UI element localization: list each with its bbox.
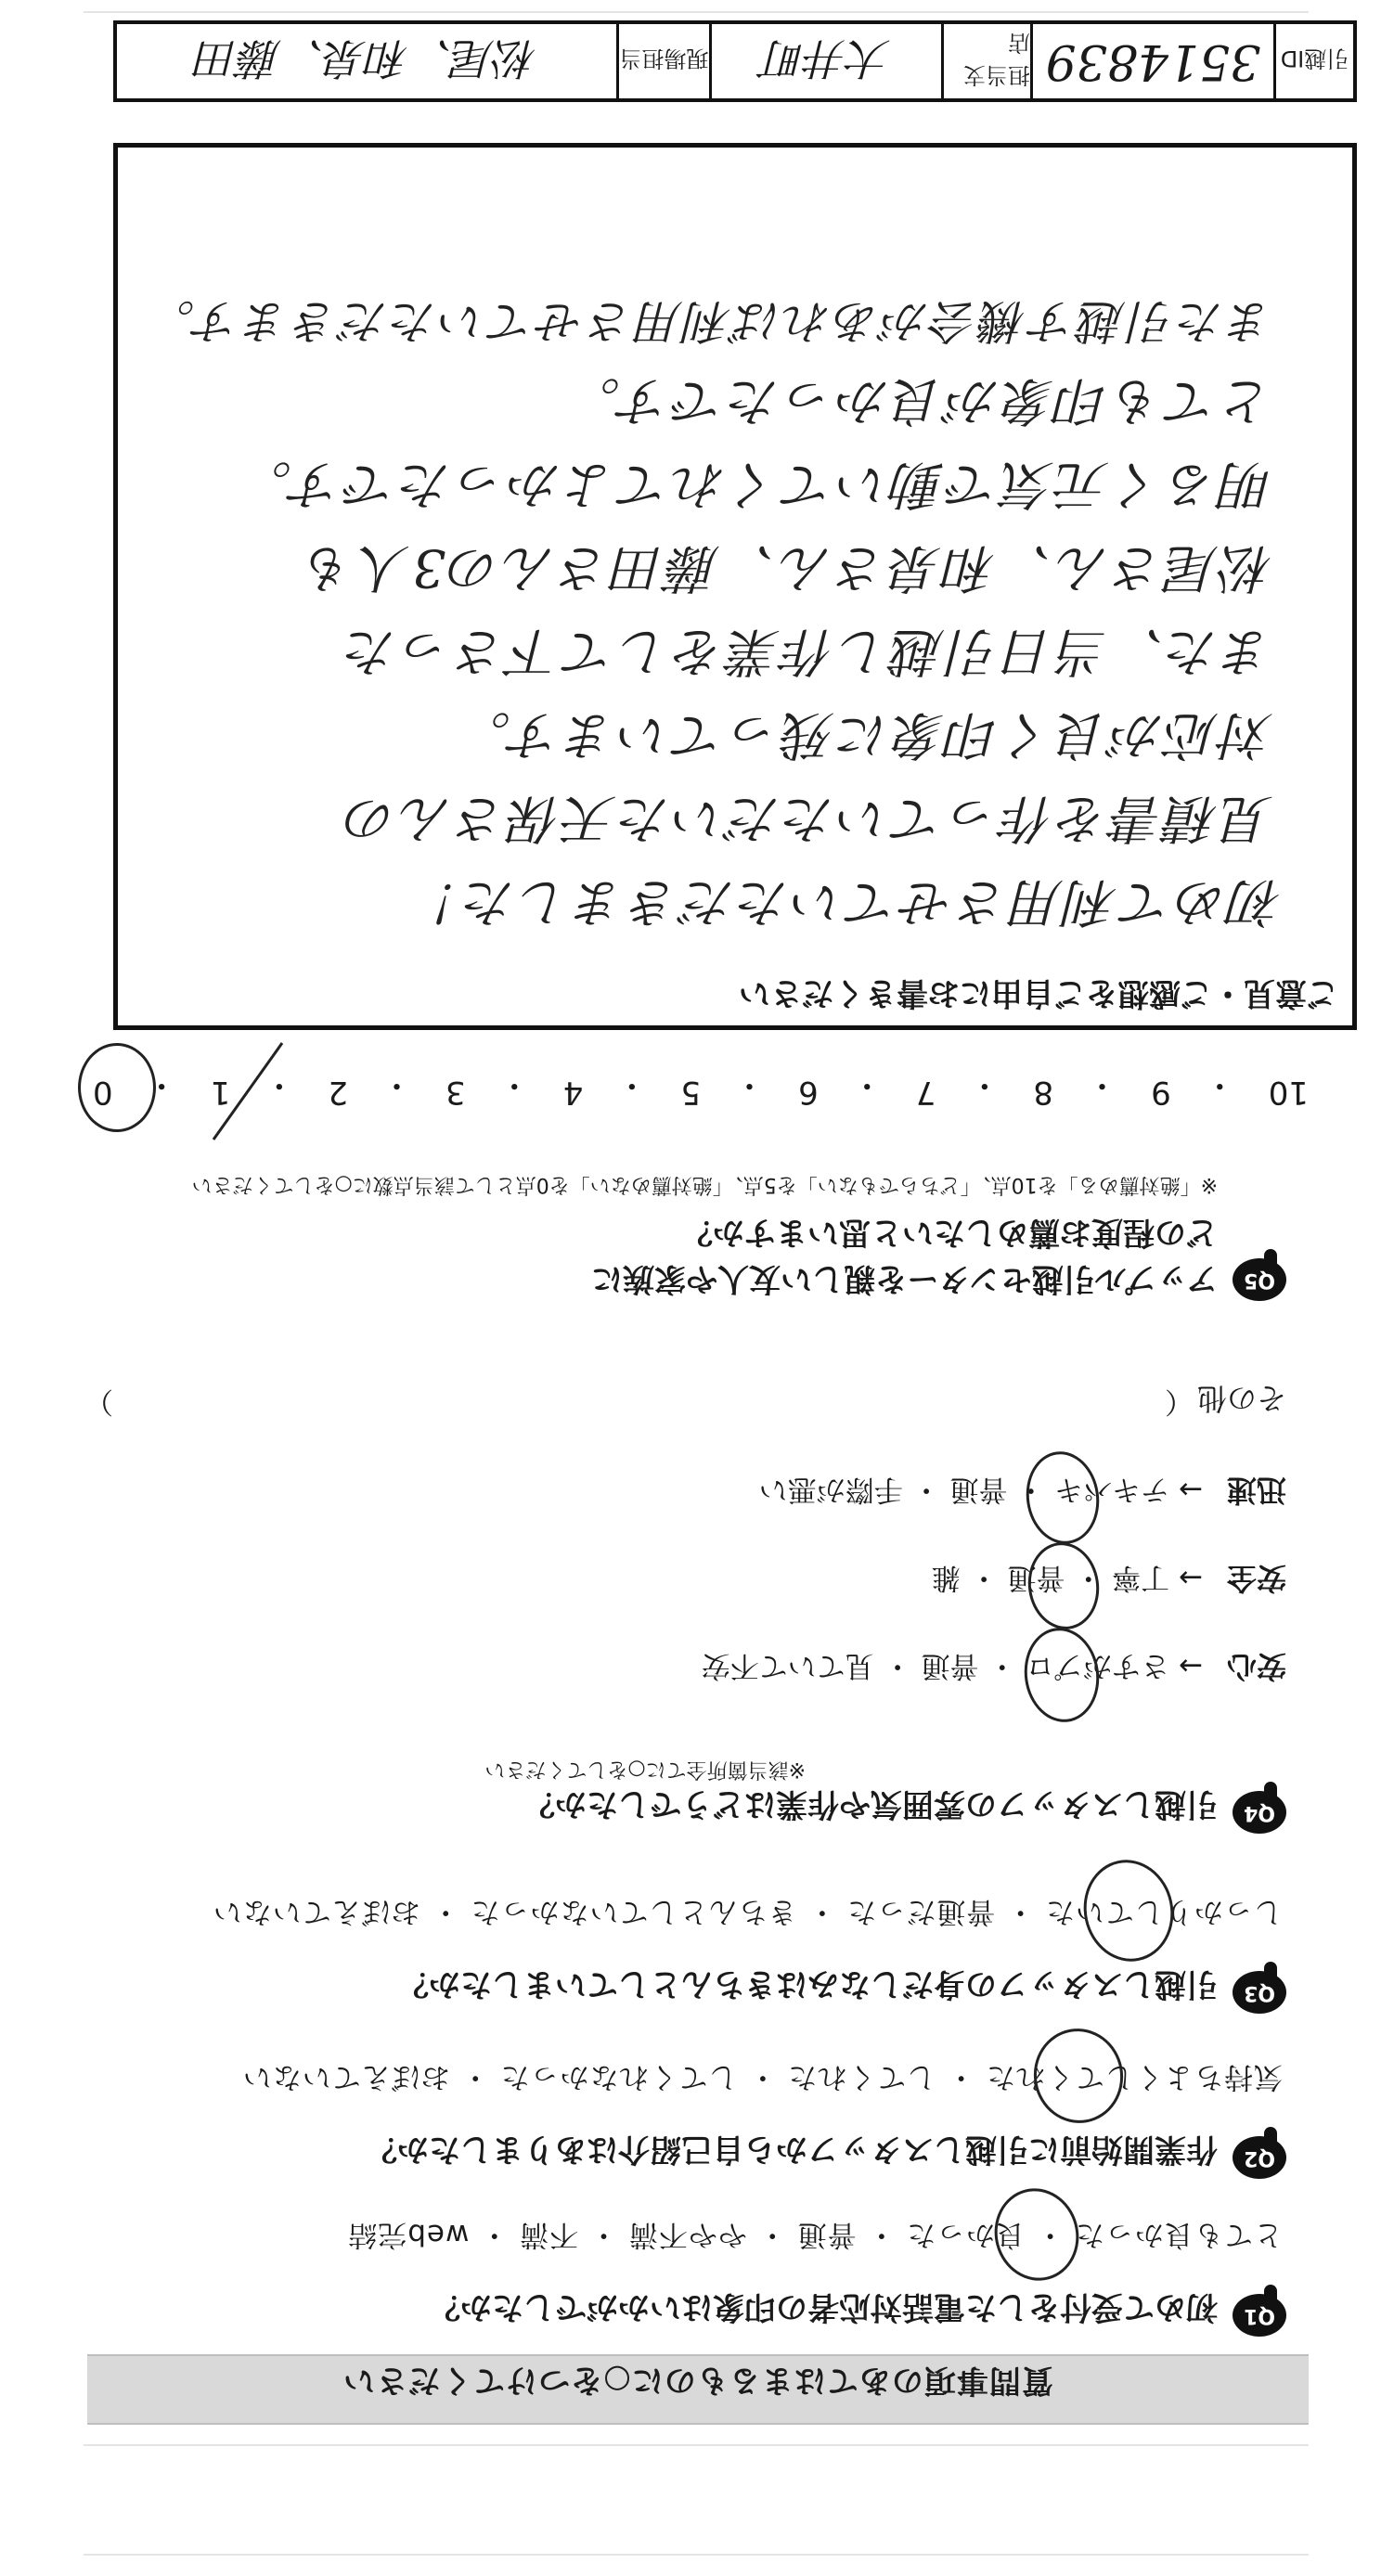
- q4-row-label-jinsoku: 迅速: [1226, 1473, 1286, 1508]
- q1-option[interactable]: やや不満: [627, 2218, 747, 2251]
- q5-score[interactable]: 6: [798, 1074, 819, 1111]
- q4-row-anzen: → 丁寧 ・ 普通 ・ 雑: [931, 1561, 1203, 1594]
- q2-options: 気持ちよくしてくれた ・ してくれた ・ してくれなかった ・ おぼえていない: [241, 2060, 1283, 2093]
- q4-text: 引越しスタッフの雰囲気や作業はどうでしたか？: [523, 1785, 1218, 1823]
- id-table: [113, 20, 1357, 102]
- q1-options: とても良かった ・ 良かった ・ 普通 ・ やや不満 ・ 不満 ・ web完結: [347, 2218, 1283, 2251]
- id-value: 3514839: [1045, 33, 1261, 89]
- q1-option[interactable]: web完結: [347, 2218, 470, 2251]
- q5-score[interactable]: 10: [1268, 1074, 1309, 1111]
- q5-score[interactable]: 2: [328, 1074, 348, 1111]
- q4-option[interactable]: 普通: [949, 1473, 1008, 1506]
- branch-value: 大井町: [762, 33, 891, 84]
- q4-option[interactable]: 手際が悪い: [758, 1473, 903, 1506]
- q5-score[interactable]: 9: [1151, 1074, 1171, 1111]
- q4-row-jinsoku: → テキパキ ・ 普通 ・ 手際が悪い: [758, 1473, 1203, 1506]
- q5-note: ※「絶対薦める」を10点、「どちらでもない」を5点、「絶対薦めない」を0点として該当点数に○をしてください: [191, 1173, 1218, 1196]
- comment-line: 初めて利用させていただきました！: [407, 871, 1283, 932]
- q4-option[interactable]: 雑: [931, 1561, 961, 1594]
- q4-row-label-anshin: 安心: [1226, 1649, 1286, 1684]
- staff-label: 現場担当: [619, 45, 709, 72]
- q5-score[interactable]: 7: [915, 1074, 936, 1111]
- q4-row-label-anzen: 安全: [1226, 1561, 1286, 1596]
- q4-option-selected[interactable]: 丁寧: [1112, 1561, 1170, 1594]
- id-label-cell: [1273, 24, 1353, 98]
- comment-line: 見積書を作っていただいた天保さんの: [342, 788, 1273, 848]
- branch-label: 担当支店: [963, 30, 1030, 88]
- q1-badge: Q1: [1233, 2294, 1286, 2337]
- q4-note: ※該当箇所全てに○をしてください: [484, 1758, 806, 1781]
- q1-option[interactable]: 不満: [519, 2218, 579, 2251]
- comments-title: ご意見・ご感想をご自由にお書きください: [739, 974, 1338, 1011]
- q5-score-scale: 10 ・ 9 ・ 8 ・ 7 ・ 6 ・ 5 ・ 4 ・ 3 ・ 2 ・ 1 ・ 0: [93, 1066, 1309, 1111]
- id-label: 引越ID: [1280, 45, 1349, 72]
- comment-line: とても印象が良かったです。: [565, 370, 1273, 431]
- q5-score[interactable]: 1: [210, 1074, 231, 1111]
- q3-option[interactable]: おぼえていない: [212, 1895, 420, 1928]
- staff-value-cell: [117, 24, 616, 98]
- q1-option[interactable]: とても良かった: [1075, 2218, 1283, 2251]
- q5-badge: Q5: [1233, 1258, 1286, 1301]
- q3-option-selected[interactable]: しっかりしていた: [1045, 1895, 1283, 1928]
- staff-value: 松尾、和泉、藤田: [196, 33, 537, 84]
- q5-text-line2: どの程度お薦めしたいと思いますか？: [681, 1214, 1218, 1251]
- q3-badge: Q3: [1233, 1971, 1286, 2014]
- q3-option[interactable]: きちんとしていなかった: [470, 1895, 797, 1928]
- q5-score[interactable]: 0: [93, 1074, 113, 1111]
- q5-score[interactable]: 5: [680, 1074, 702, 1111]
- branch-value-cell: [709, 24, 941, 98]
- q4-row-anshin: → さすがプロ ・ 普通 ・ 見ていて不安: [701, 1649, 1203, 1682]
- q4-other-open: （: [1165, 1385, 1194, 1418]
- q4-option[interactable]: 見ていて不安: [701, 1649, 874, 1682]
- comment-line: 対応が良く印象に残っています。: [456, 704, 1273, 765]
- id-value-cell: [1030, 24, 1273, 98]
- comment-line: 松尾さん、和泉さん、藤田さんの3人も: [300, 537, 1273, 598]
- staff-label-cell: [616, 24, 709, 98]
- q3-options: しっかりしていた ・ 普通だった ・ きちんとしていなかった ・ おぼえていない: [212, 1895, 1283, 1928]
- comment-line: また、当日引越し作業をして下さった: [342, 621, 1273, 681]
- instruction-text: 質問事項のあてはまるものに○をつけてください: [342, 2362, 1053, 2399]
- q1-text: 初めて受付をした電話対応者の印象はいかがでしたか？: [429, 2288, 1218, 2325]
- q4-option[interactable]: 普通: [921, 1649, 979, 1682]
- q4-other-close: ）: [84, 1385, 113, 1418]
- comment-line: 明るく元気で動いてくれてよかったです。: [237, 454, 1273, 514]
- q3-option[interactable]: 普通だった: [846, 1895, 996, 1928]
- branch-label-cell: [941, 24, 1030, 98]
- q4-other-label: その他: [1196, 1381, 1286, 1416]
- q1-option-selected[interactable]: 良かった: [906, 2218, 1026, 2251]
- q5-score[interactable]: 8: [1033, 1074, 1054, 1111]
- q5-score[interactable]: 3: [445, 1074, 466, 1111]
- q5-text-line1: アップル引越センターを親しい友人や家族に: [591, 1260, 1218, 1297]
- q2-option-selected[interactable]: してくれた: [787, 2060, 936, 2093]
- q3-text: 引越しスタッフの身だしなみはきちんとしていましたか？: [397, 1965, 1218, 2003]
- q2-option[interactable]: おぼえていない: [241, 2060, 450, 2093]
- q2-option[interactable]: してくれなかった: [499, 2060, 738, 2093]
- q2-option[interactable]: 気持ちよくしてくれた: [986, 2060, 1283, 2093]
- q5-score[interactable]: 4: [562, 1074, 584, 1111]
- q4-option-selected[interactable]: テキパキ: [1054, 1473, 1170, 1506]
- q4-option-selected[interactable]: さすがプロ: [1026, 1649, 1170, 1682]
- q4-badge: Q4: [1233, 1791, 1286, 1834]
- q2-badge: Q2: [1233, 2136, 1286, 2179]
- q1-option[interactable]: 普通: [796, 2218, 857, 2251]
- comment-line: また引越す機会があれば利用させていただきます。: [146, 294, 1273, 348]
- q4-option[interactable]: 普通: [1007, 1561, 1065, 1594]
- bottom-separator: [84, 11, 1309, 13]
- q2-text: 作業開始前に引越しスタッフから自己紹介はありましたか？: [366, 2131, 1218, 2168]
